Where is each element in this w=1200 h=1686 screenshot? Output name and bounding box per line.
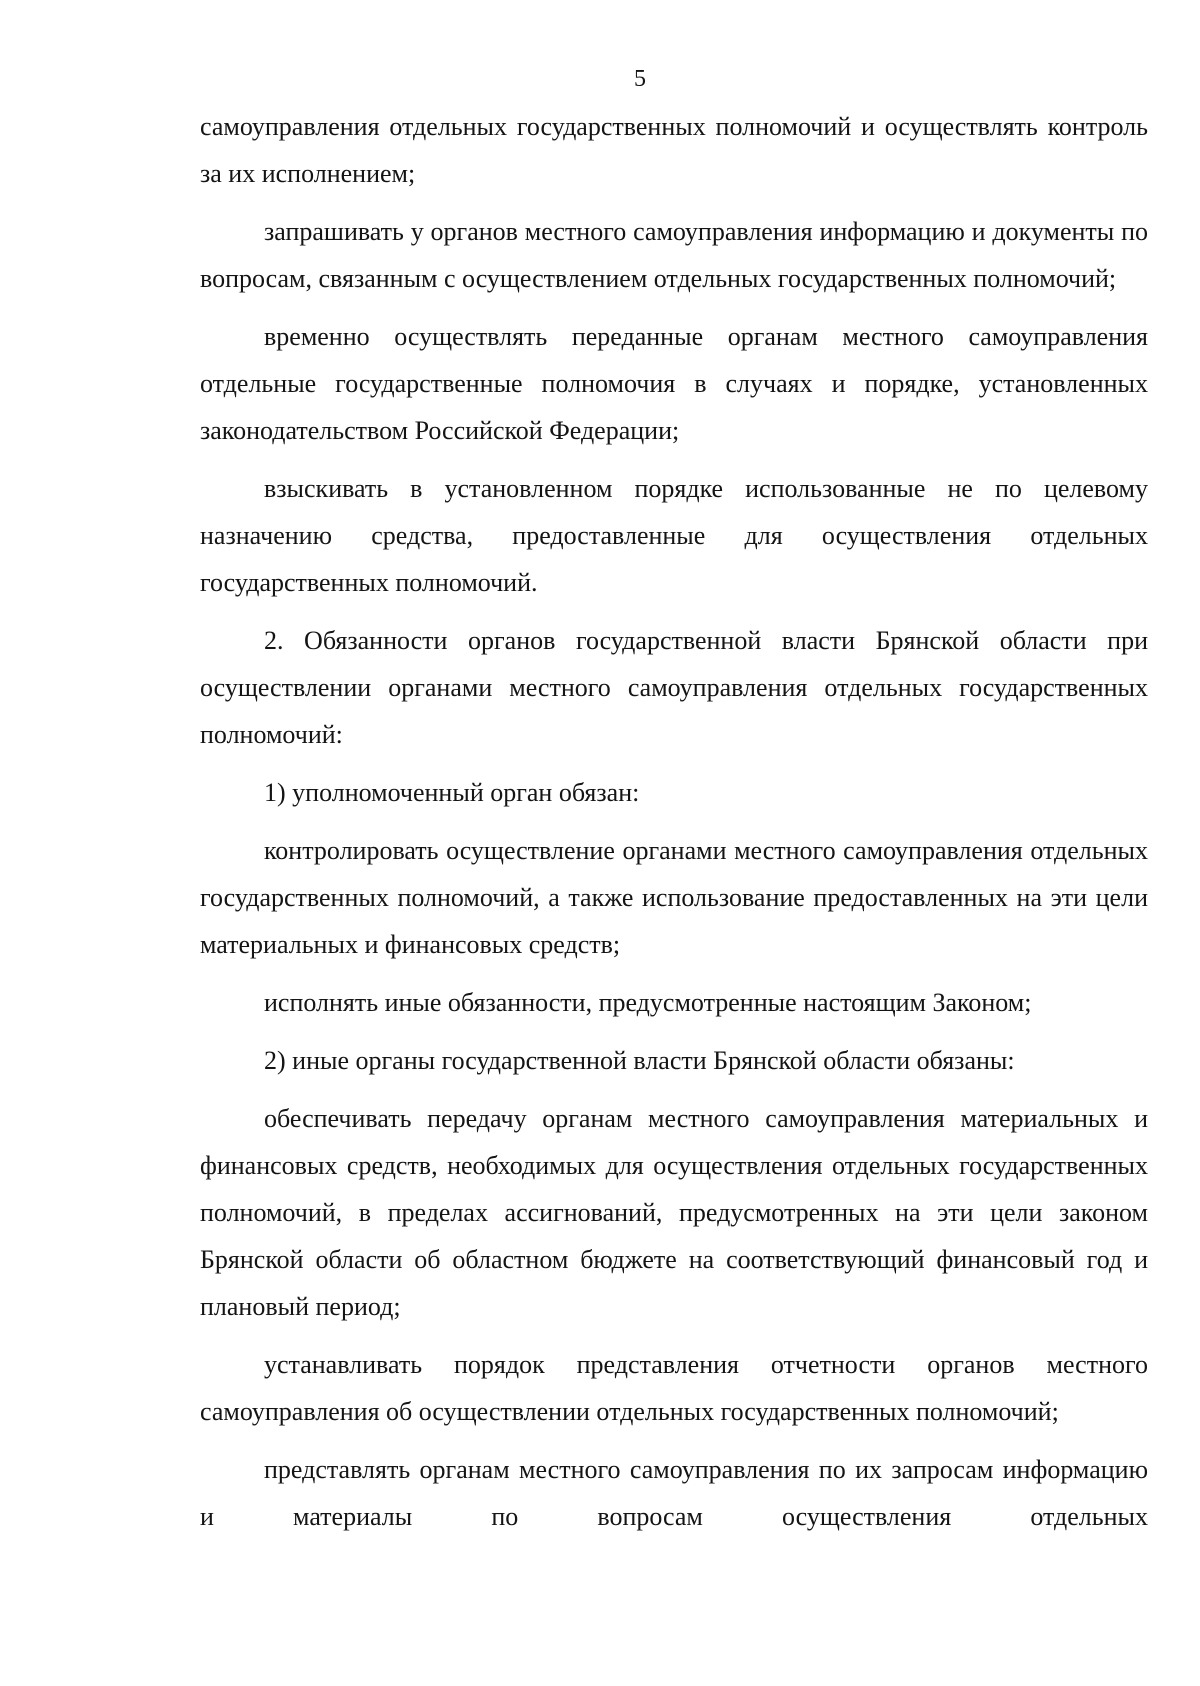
paragraph-provide-information: представлять органам местного самоуправления по их запросам информацию и материалы по вопросам осуществления отдельных — [200, 1455, 1148, 1531]
paragraph-request-information: запрашивать у органов местного самоуправления информацию и документы по вопросам, связанным с осуществлением отдельных государственных полномочий; — [200, 217, 1148, 293]
paragraph-other-duties: исполнять иные обязанности, предусмотренные настоящим Законом; — [264, 988, 1032, 1017]
paragraph-item-1: 1) уполномоченный орган обязан: — [264, 778, 640, 807]
paragraph-control-exercise: контролировать осуществление органами местного самоуправления отдельных государственных полномочий, а также использование предоставленных на эти цели материальных и финансовых средств; — [200, 836, 1148, 959]
paragraph-recover-funds: взыскивать в установленном порядке использованные не по целевому назначению средства, предоставленные для осуществления отдельных государственных полномочий. — [200, 474, 1148, 597]
document-body — [200, 103, 1148, 1551]
paragraph-section-2-heading: 2. Обязанности органов государственной власти Брянской области при осуществлении органами местного самоуправления отдельных государственных полномочий: — [200, 626, 1148, 749]
paragraph-item-2: 2) иные органы государственной власти Брянской области обязаны: — [264, 1046, 1015, 1075]
paragraph-ensure-transfer: обеспечивать передачу органам местного самоуправления материальных и финансовых средств, необходимых для осуществления отдельных государственных полномочий, в пределах ассигнований, предусмотренных на эти цели законом Брянской области об областном бюджете на соответствующий финансовый год и плановый период; — [200, 1104, 1148, 1321]
paragraph-reporting-procedure: устанавливать порядок представления отчетности органов местного самоуправления об осуществлении отдельных государственных полномочий; — [200, 1350, 1148, 1426]
page-number: 5 — [634, 66, 646, 92]
paragraph-temporary-exercise: временно осуществлять переданные органам местного самоуправления отдельные государственные полномочия в случаях и порядке, установленных законодательством Российской Федерации; — [200, 322, 1148, 445]
paragraph-continuation: самоуправления отдельных государственных полномочий и осуществлять контроль за их исполнением; — [200, 112, 1148, 188]
